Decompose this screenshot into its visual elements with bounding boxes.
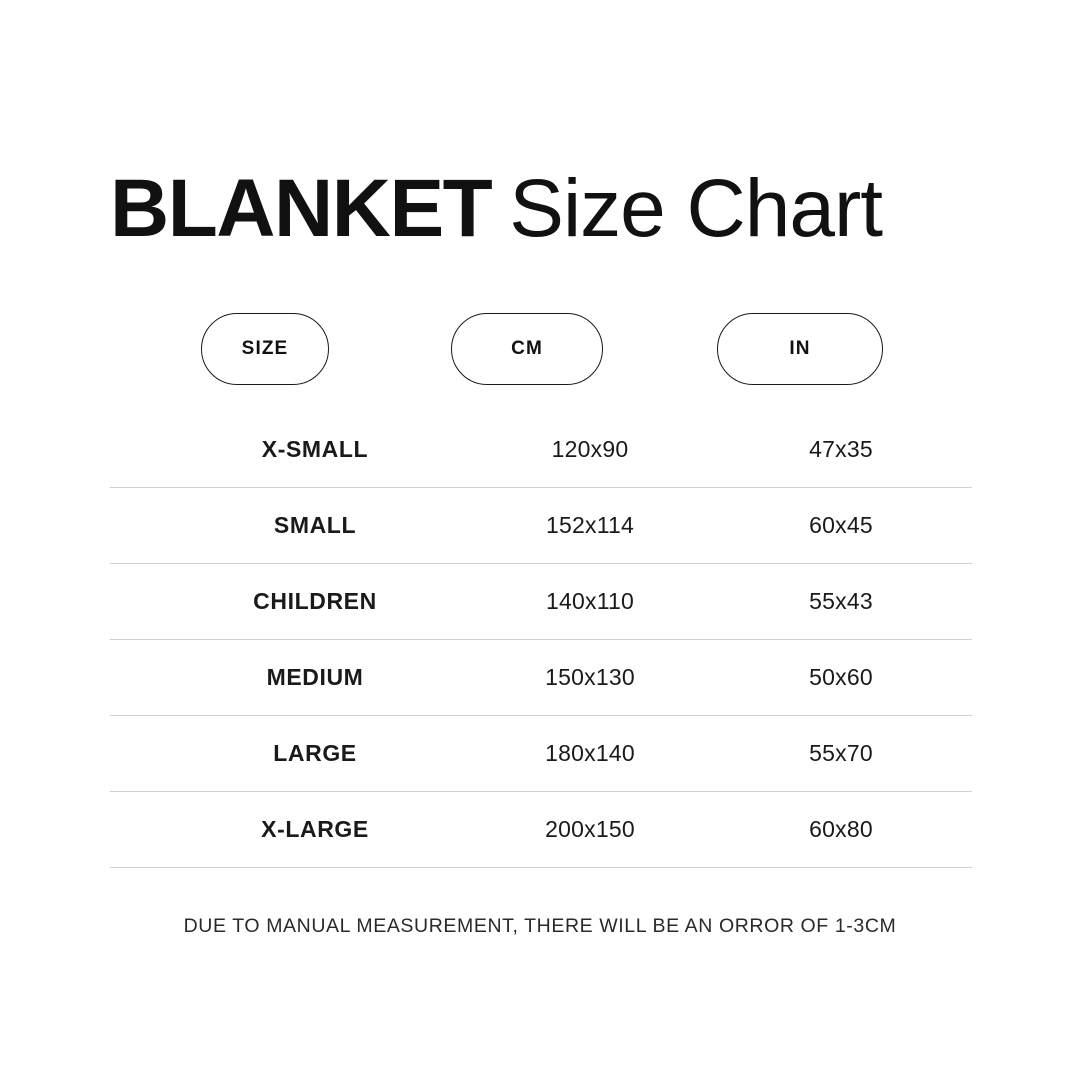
column-header-cm [451,313,603,385]
table-row [110,488,972,564]
cell-size: X-SMALL [261,436,369,462]
cell-cm: 152x114 [546,512,634,538]
column-header-cm-label: CM [511,338,543,359]
page-title [110,163,883,254]
table-header-row [110,313,970,385]
column-header-size [201,313,329,385]
cell-cm: 140x110 [546,588,634,614]
page-title-light: Size Chart [509,163,883,254]
cell-in: 60x80 [809,816,873,842]
cell-size: SMALL [273,512,357,538]
cell-cm: 200x150 [545,816,635,842]
cell-size: MEDIUM [266,664,364,690]
cell-cm: 150x130 [545,664,635,690]
cell-cm: 120x90 [551,436,629,462]
cell-size: X-LARGE [261,816,369,842]
column-header-in-label: IN [789,338,811,359]
table-row [110,412,972,488]
column-header-size-label: SIZE [241,338,289,359]
cell-size: CHILDREN [253,588,377,614]
cell-in: 47x35 [809,436,873,462]
table-row [110,564,972,640]
table-row [110,640,972,716]
size-table [110,412,972,868]
cell-size: LARGE [273,740,357,766]
table-row [110,716,972,792]
table-row [110,792,972,868]
cell-in: 55x43 [809,588,873,614]
page-title-bold: BLANKET [110,163,492,254]
cell-in: 50x60 [809,664,873,690]
cell-cm: 180x140 [545,740,635,766]
cell-in: 60x45 [809,512,873,538]
cell-in: 55x70 [809,740,873,766]
column-header-in [717,313,883,385]
measurement-disclaimer: DUE TO MANUAL MEASUREMENT, THERE WILL BE AN ORROR OF 1-3CM [183,915,897,937]
